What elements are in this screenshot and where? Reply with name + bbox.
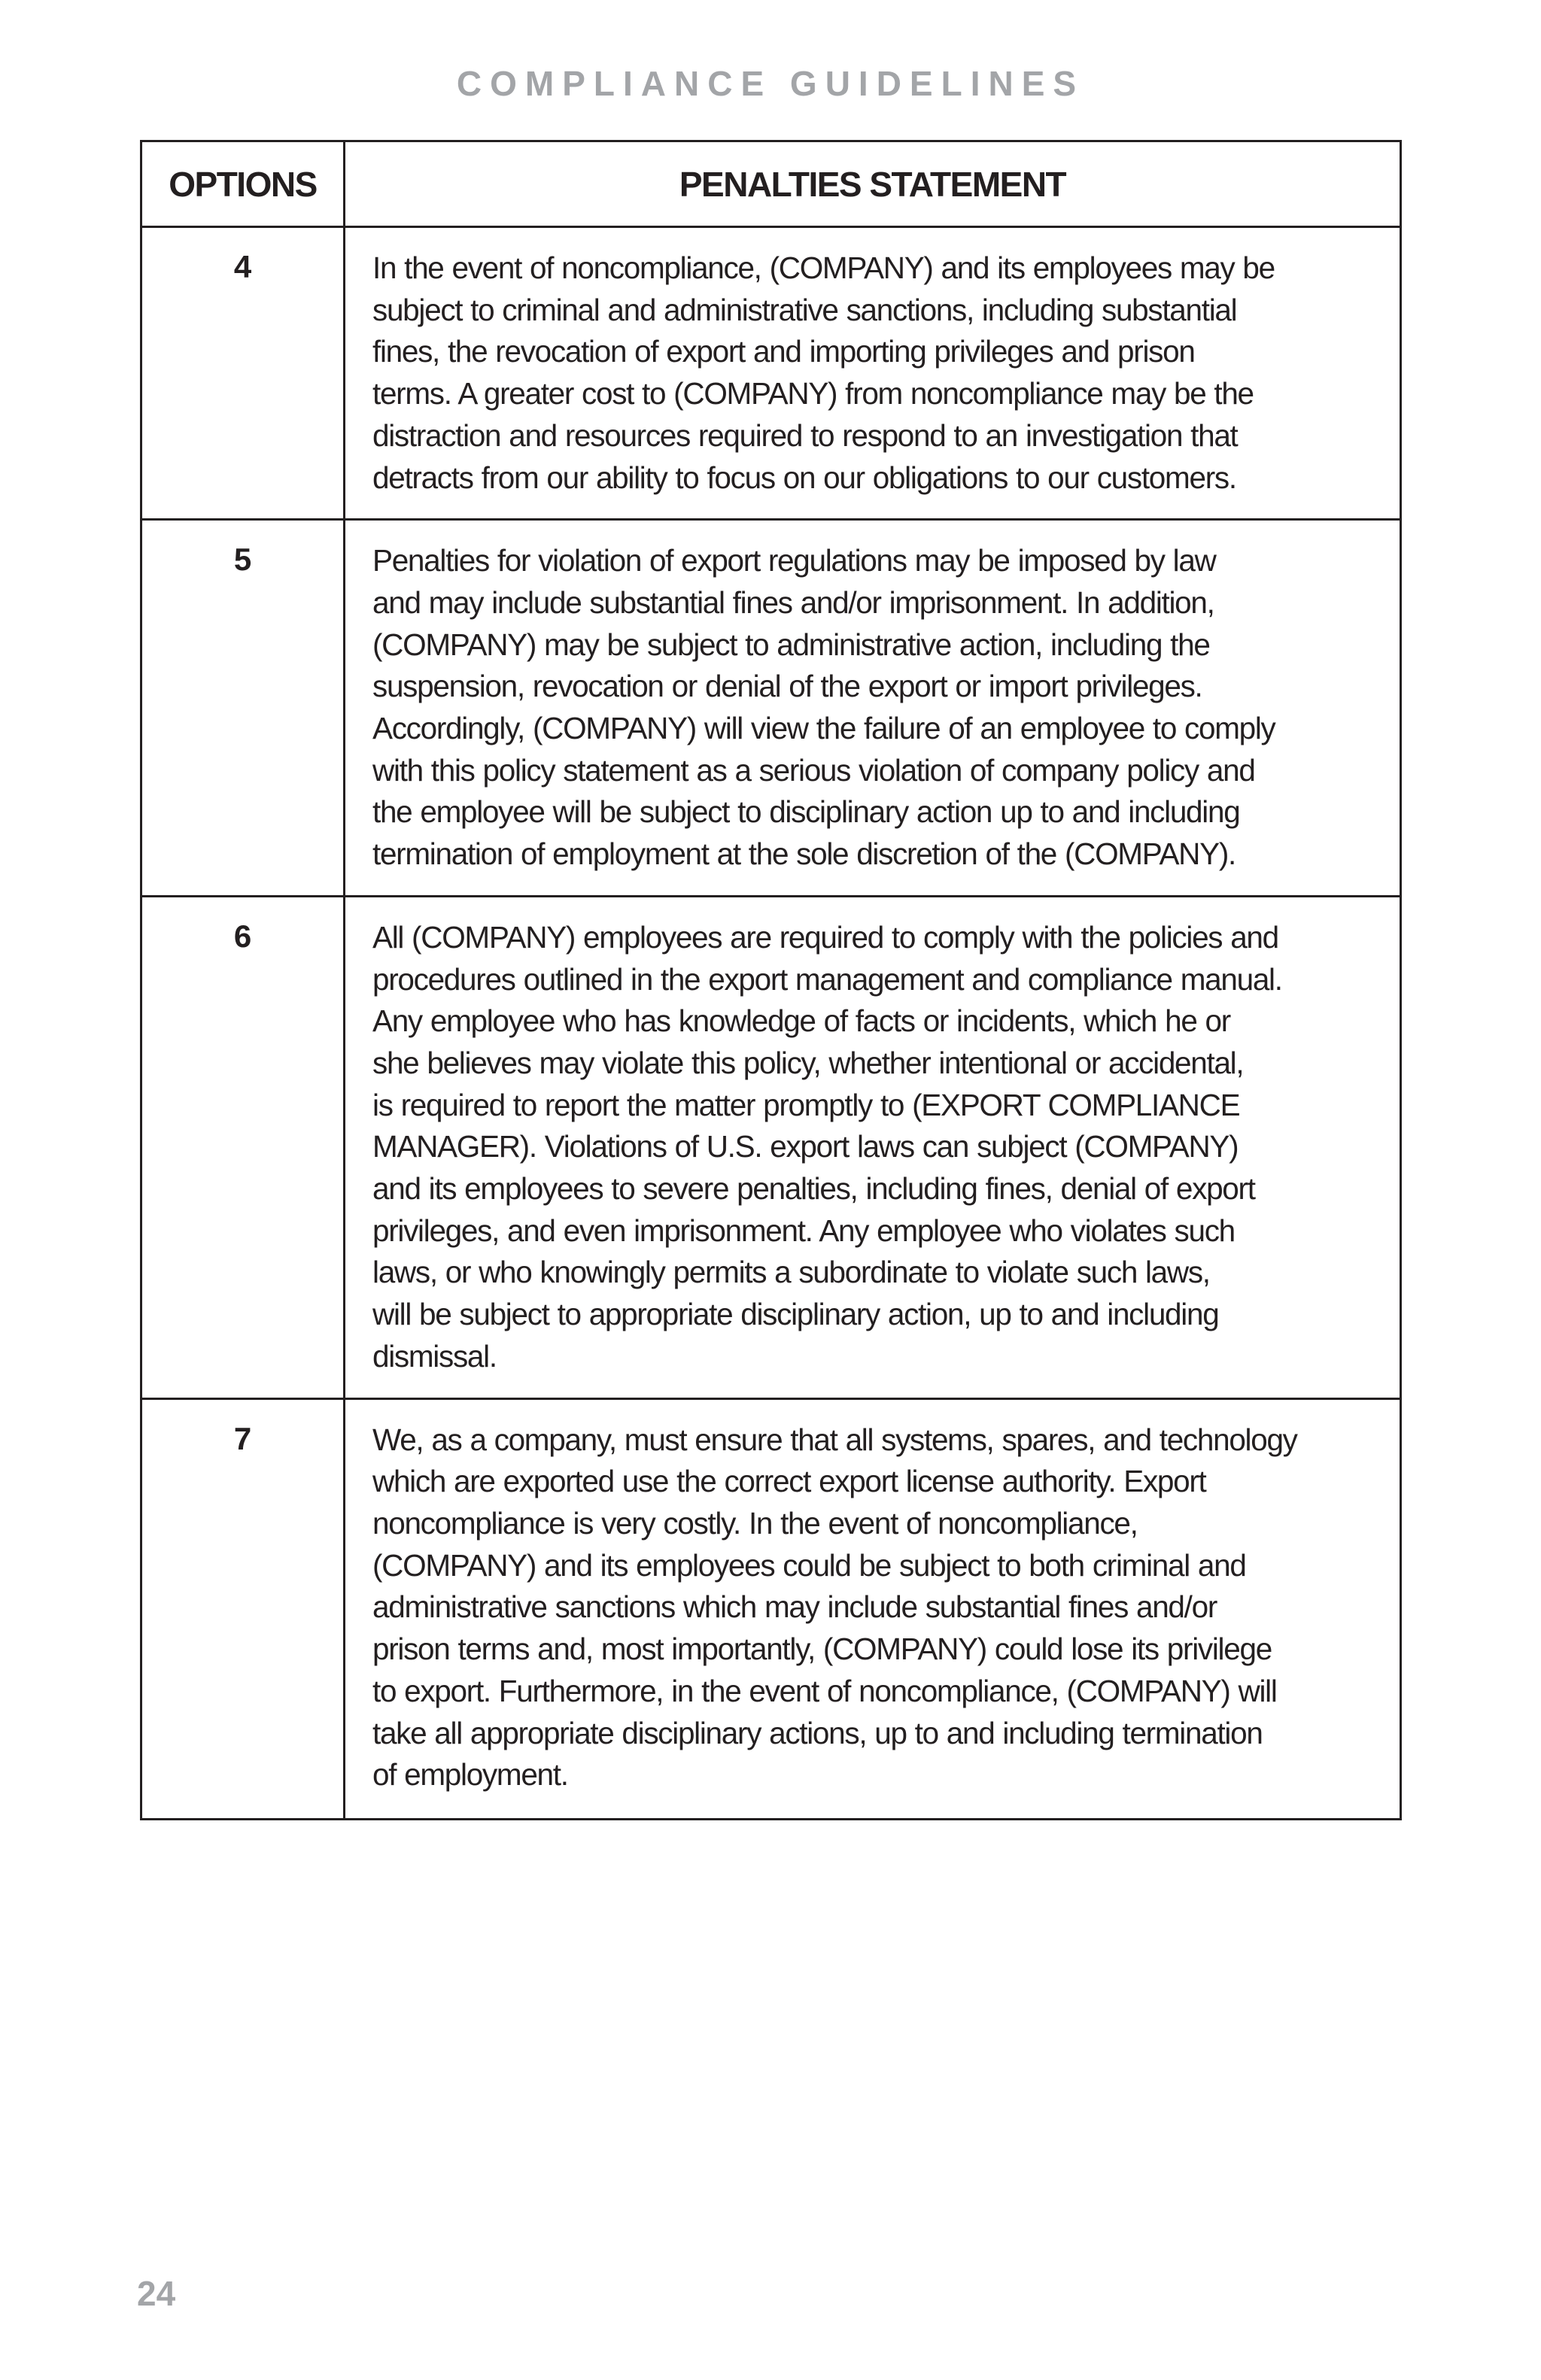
statement-cell [345,1398,1401,1819]
page-number: 24 [137,2274,176,2313]
option-number: 7 [141,1398,345,1819]
column-header-penalties-statement: PENALTIES STATEMENT [345,141,1401,227]
table-header-row [141,141,1401,227]
running-head: COMPLIANCE GUIDELINES [456,64,1085,103]
penalties-table-container [140,140,1400,1820]
option-number: 6 [141,896,345,1398]
table-row [141,227,1401,520]
statement-cell [345,520,1401,897]
table-row [141,1398,1401,1819]
statement-text: All (COMPANY) employees are required to comply with the policies and procedures outlined in the export management and compliance manual. Any employee who has knowledge of facts or incidents, which he or she believes may violate this policy, whether intentional or accidental, is required to report the matter promptly to (EXPORT COMPLIANCE MANAGER). Violations of U.S. export laws can subject (COMPANY) and its employees to severe penalties, including fines, denial of export privileges, and even imprisonment. Any employee who violates such laws, or who knowingly permits a subordinate to violate such laws, will be subject to appropriate disciplinary action, up to and including dismissal. [372,919,1282,1374]
statement-cell [345,896,1401,1398]
penalties-table [140,140,1402,1820]
statement-text: Penalties for violation of export regulations may be imposed by law and may include substantial fines and/or imprisonment. In addition, (COMPANY) may be subject to administrative action, including the suspension, revocation or denial of the export or import privileges. Accordingly, (COMPANY) will view the failure of an employee to comply with this policy statement as a serious violation of company policy and the employee will be subject to disciplinary action up to and including termination of employment at the sole discretion of the (COMPANY). [372,543,1275,872]
option-number: 5 [141,520,345,897]
statement-text: In the event of noncompliance, (COMPANY) and its employees may be subject to criminal and administrative sanctions, including substantial fines, the revocation of export and importing privileges and prison terms. A greater cost to (COMPANY) from noncompliance may be the distraction and resources required to respond to an investigation that detracts from our ability to focus on our obligations to our customers. [372,250,1275,495]
statement-cell [345,227,1401,520]
column-header-options: OPTIONS [141,141,345,227]
table-row [141,520,1401,897]
option-number: 4 [141,227,345,520]
statement-text: We, as a company, must ensure that all systems, spares, and technology which are exported use the correct export license authority. Export noncompliance is very costly. In the event of noncompliance, (COMPANY) and its employees could be subject to both criminal and administrative sanctions which may include substantial fines and/or prison terms and, most importantly, (COMPANY) could lose its privilege to export. Furthermore, in the event of noncompliance, (COMPANY) will take all appropriate disciplinary actions, up to and including termination of employment. [372,1422,1297,1793]
table-row [141,896,1401,1398]
